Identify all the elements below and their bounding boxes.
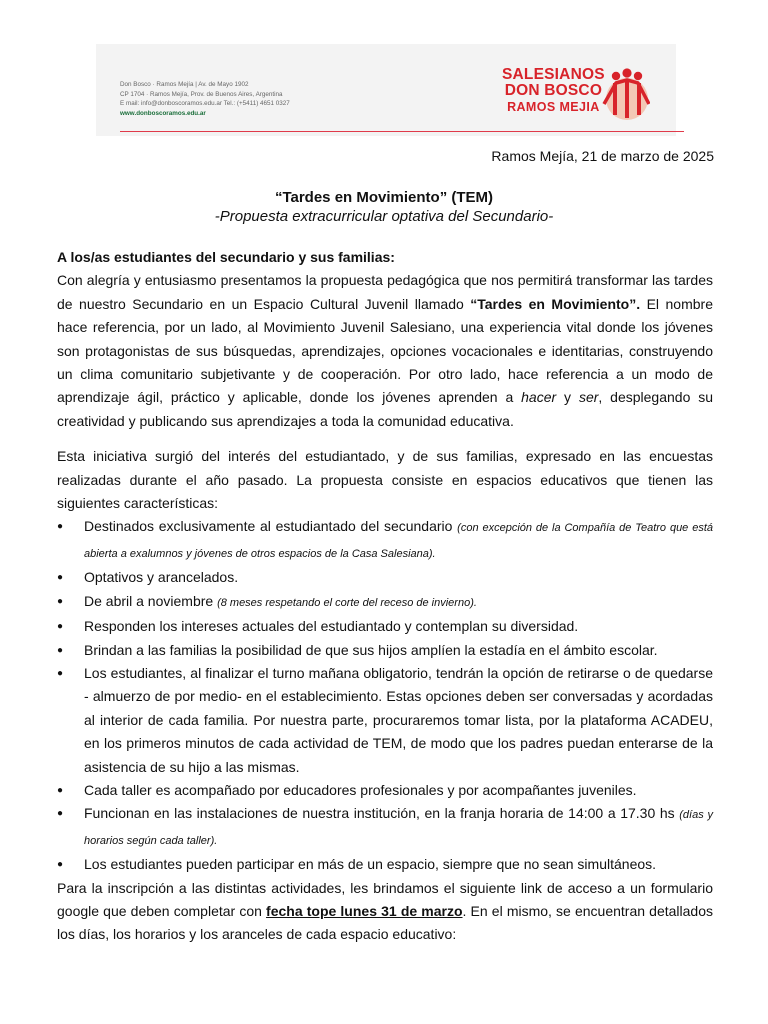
list-item-text: Funcionan en las instalaciones de nuestra institución, en la franja horaria de 14:00 a 17.30 hs (84, 805, 680, 822)
list-item-text: Los estudiantes pueden participar en más de un espacio, siempre que no sean simultáneos. (84, 856, 657, 873)
letterhead-divider (120, 131, 684, 132)
document-subtitle: -Propuesta extracurricular optativa del Secundario- (214, 208, 554, 225)
letterhead (96, 44, 676, 136)
list-item (57, 853, 713, 876)
intro-text: Con alegría y entusiasmo presentamos la propuesta pedagógica que nos permitirá transformar las tardes de nuestro Secundario en un Espacio Cultural Juvenil llamado (57, 272, 713, 312)
characteristics-list (57, 515, 713, 876)
intro-emphasis: ser (578, 389, 599, 406)
brand-line-3: RAMOS MEJIA (507, 100, 600, 114)
closing-text: . En el mismo, se encuentran detallados los días, los horarios y los aranceles de cada espacio educativo: (57, 902, 713, 943)
list-item-text: Brindan a las familias la posibilidad de que sus hijos amplíen la estadía en el ámbito escolar. (84, 641, 658, 658)
address-line: CP 1704 · Ramos Mejía, Prov. de Buenos Aires, Argentina (120, 90, 283, 98)
list-item (57, 515, 713, 566)
salesianos-logo-icon (594, 68, 650, 122)
intro-text: , desplegando su creatividad y publicando sus aprendizajes a toda la comunidad educativa. (57, 389, 714, 429)
list-item-text: De abril a noviembre (84, 592, 218, 609)
document-title: “Tardes en Movimiento” (TEM) (274, 189, 494, 206)
document-body (57, 246, 713, 947)
list-item (57, 779, 713, 802)
list-item-note: (8 meses respetando el corte del receso de invierno). (217, 596, 477, 609)
list-item (57, 639, 713, 662)
list-item (57, 802, 713, 853)
list-item-text: Los estudiantes, al finalizar el turno mañana obligatorio, tendrán la opción de retirarse o de quedarse - almuerzo de por medio- en el establecimiento. Estas opciones deben ser conversadas y acordadas al interior de cada familia. Por nuestra parte, procuraremos tomar lista, por la plataforma ACADEU, en los primeros minutos de cada actividad de TEM, de modo que los padres puedan enterarse de la asistencia de su hijo a las mismas. (84, 664, 713, 775)
list-item-note: (con excepción de la Compañía de Teatro que está abierta a exalumnos y jóvenes de otros espacios de la Casa Salesiana). (84, 522, 713, 560)
intro-text: y (556, 389, 579, 406)
list-item (57, 615, 713, 638)
list-item (57, 566, 713, 589)
closing-paragraph (57, 877, 713, 947)
intro-text: El nombre hace referencia, por un lado, al Movimiento Juvenil Salesiano, una experiencia vital donde los jóvenes son protagonistas de sus búsquedas, aprendizajes, opciones vocacionales e identitarias, construyendo un clima comunitario subjetivante y de cooperación. Por otro lado, hace referencia a un modo de aprendizaje ágil, práctico y aplicable, donde los jóvenes aprenden a (57, 295, 713, 406)
deadline: fecha tope lunes 31 de marzo (266, 902, 463, 919)
list-item-note: (días y horarios según cada taller). (84, 809, 713, 847)
website-link[interactable]: www.donboscoramos.edu.ar (120, 109, 206, 117)
closing-text: Para la inscripción a las distintas actividades, les brindamos el siguiente link de acceso a un formulario google que deben completar con (57, 879, 713, 919)
list-item (57, 590, 713, 615)
letterhead-contact-info (120, 80, 290, 118)
brand-line-1: SALESIANOS (502, 66, 605, 83)
intro-paragraph (57, 269, 713, 433)
contact-line: E mail: info@donboscoramos.edu.ar Tel.: (+5411) 4651 0327 (120, 100, 290, 107)
list-item-text: Responden los intereses actuales del estudiantado y contemplan su diversidad. (84, 618, 579, 635)
list-item-text: Cada taller es acompañado por educadores profesionales y por acompañantes juveniles. (84, 781, 637, 798)
program-name: “Tardes en Movimiento”. (470, 295, 641, 312)
list-item (57, 662, 713, 779)
list-item-text: Destinados exclusivamente al estudiantado del secundario (84, 518, 458, 535)
greeting: A los/as estudiantes del secundario y sus familias: (57, 249, 395, 265)
brand-line-2: DON BOSCO (504, 82, 603, 99)
brand-name (502, 67, 605, 115)
context-paragraph: Esta iniciativa surgió del interés del estudiantado, y de sus familias, expresado en las encuestas realizadas durante el año pasado. La propuesta consiste en espacios educativos que tienen las siguientes características: (57, 448, 713, 512)
document-date: Ramos Mejía, 21 de marzo de 2025 (491, 148, 714, 164)
list-item-text: Optativos y arancelados. (84, 569, 239, 586)
intro-emphasis: hacer (521, 389, 557, 406)
address-line: Don Bosco · Ramos Mejía | Av. de Mayo 1902 (120, 81, 249, 88)
